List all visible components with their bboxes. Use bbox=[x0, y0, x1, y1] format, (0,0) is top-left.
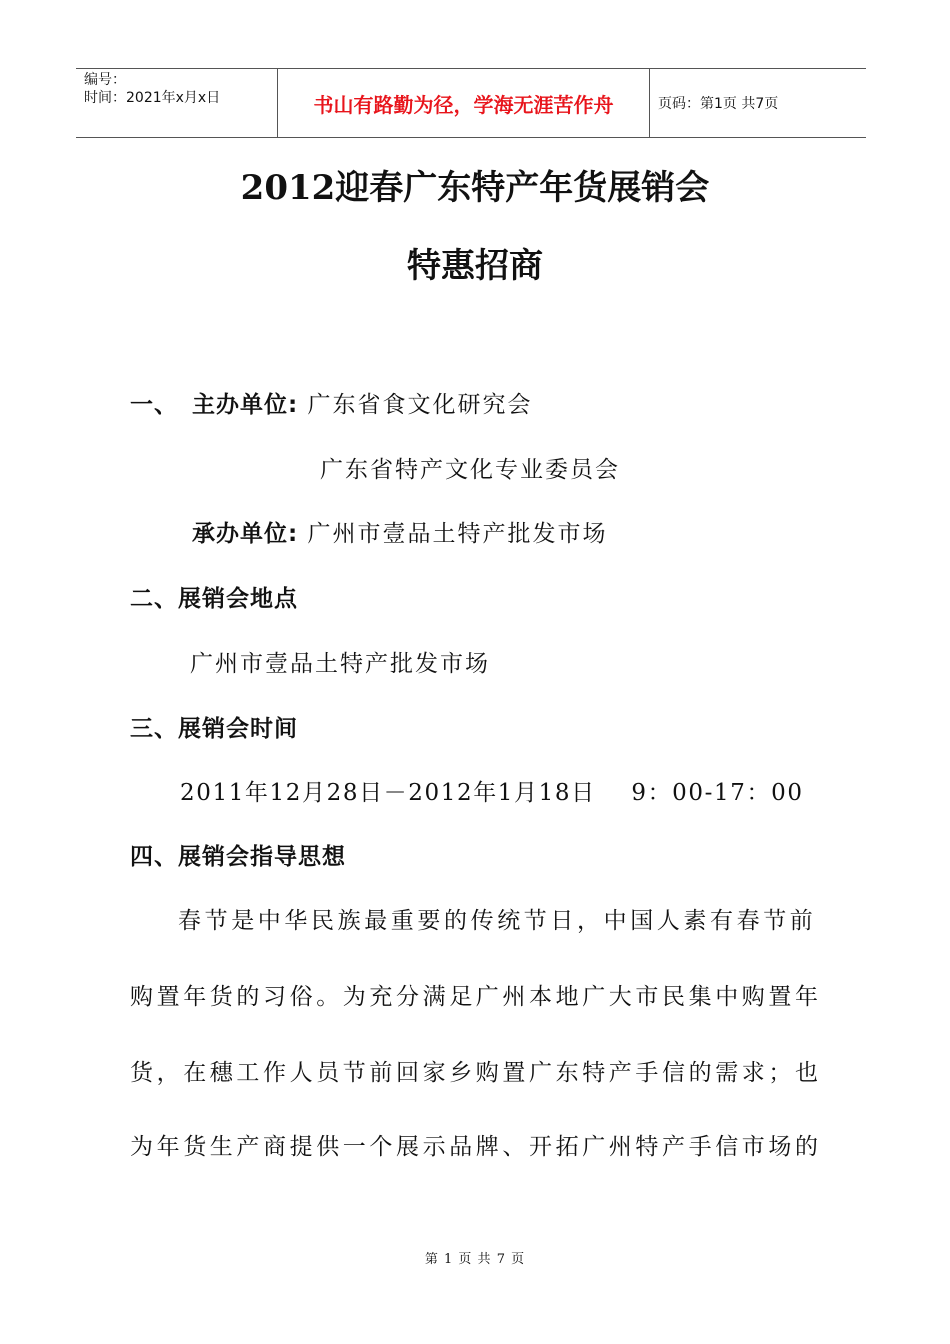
organizer-row bbox=[192, 515, 608, 548]
organizer-label: 承办单位: bbox=[192, 521, 299, 547]
doc-number-label: 编号： bbox=[84, 72, 126, 88]
document-subtitle: 特惠招商 bbox=[407, 246, 543, 286]
section3-heading: 三、展销会时间 bbox=[130, 716, 298, 742]
paragraph-line: 货，在穗工作人员节前回家乡购置广东特产手信的需求；也 bbox=[130, 1060, 822, 1086]
document-header bbox=[76, 68, 866, 138]
host-label: 主办单位: bbox=[192, 392, 299, 418]
organizer-name: 广州市壹品土特产批发市场 bbox=[307, 521, 608, 547]
header-page-cell bbox=[650, 69, 866, 137]
header-page-label: 页码：第1页 共7页 bbox=[658, 96, 779, 112]
section1-number: 一、 bbox=[130, 392, 178, 418]
host-name-2: 广东省特产文化专业委员会 bbox=[320, 457, 620, 483]
section2-content: 广州市壹品土特产批发市场 bbox=[190, 651, 490, 677]
host-row bbox=[192, 386, 533, 419]
header-motto: 书山有路勤为径，学海无涯苦作舟 bbox=[313, 92, 614, 117]
paragraph-line: 购置年货的习俗。为充分满足广州本地广大市民集中购置年 bbox=[130, 984, 822, 1010]
section4-heading: 四、展销会指导思想 bbox=[130, 844, 346, 870]
section3-content: 2011年12月28日－2012年1月18日 9：00-17：00 bbox=[180, 780, 804, 806]
doc-time-label: 时间：2021年x月x日 bbox=[84, 90, 221, 106]
paragraph-line: 为年货生产商提供一个展示品牌、开拓广州特产手信市场的 bbox=[130, 1134, 822, 1160]
page-footer: 第 1 页 共 7 页 bbox=[424, 1252, 526, 1267]
host-name-1: 广东省食文化研究会 bbox=[307, 392, 533, 418]
document-title: 2012迎春广东特产年货展销会 bbox=[240, 168, 710, 208]
header-motto-cell bbox=[278, 69, 650, 137]
header-meta bbox=[76, 69, 278, 137]
section2-heading: 二、展销会地点 bbox=[130, 586, 298, 612]
paragraph-line: 春节是中华民族最重要的传统节日，中国人素有春节前 bbox=[178, 908, 817, 934]
